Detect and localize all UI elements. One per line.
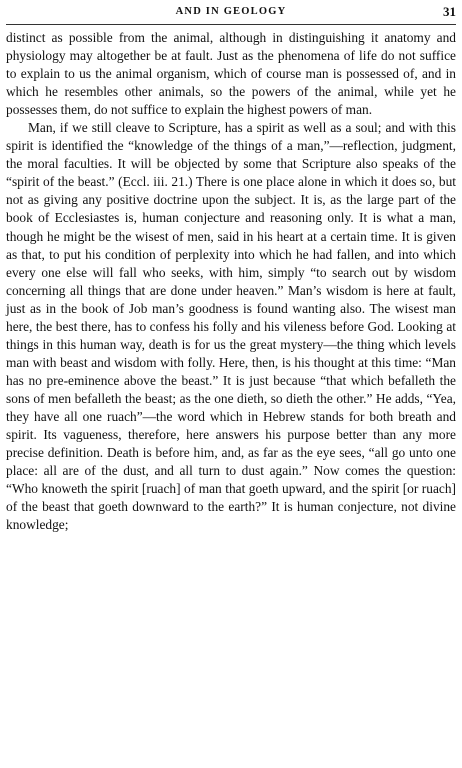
book-page xyxy=(6,4,456,764)
running-head xyxy=(6,4,456,25)
paragraph-2: Man, if we still cleave to Scripture, has a spirit as well as a soul; and with this spirit is identified the “knowledge of the things of a man,”—reflection, judgment, the moral faculties. It will be objected by some that Scripture also speaks of the “spirit of the beast.” (Eccl. iii. 21.) There is one place alone in which it does so, but not as giving any positive doctrine upon the subject. It is, as the large part of the book of Ecclesiastes is, human conjecture and reasoning only. It is what a man, though he might be the wisest of men, said in his heart at a certain time. It is given as that, to put his condition of perplexity into which he had fallen, and into which every one else will fall who seeks, with him, simply “to search out by wisdom concerning all things that are done under heaven.” Man’s wisdom is here at fault, just as in the book of Job man’s goodness is found wanting also. The wisest man here, the best there, has to confess his folly and his vileness before God. Looking at things in this human way, death is for us the great mystery—the thing which levels man with beast and wisdom with folly. Here, then, is his thought at this time: “Man has no pre-eminence above the beast.” It is just because “that which befalleth the sons of men befalleth the beast; as the one dieth, so dieth the other.” He adds, “Yea, they have all one ruach”—the word which in Hebrew stands for both breath and spirit. Its vagueness, therefore, here answers his purpose better than any more precise definition. Death is before him, and, as far as the eye sees, “all go unto one place: all are of the dust, and all turn to dust again.” Now comes the question: “Who knoweth the spirit [ruach] of man that goeth upward, and the spirit [or ruach] of the beast that goeth downward to the earth?” It is human conjecture, not divine knowledge; xyxy=(6,120,456,533)
running-title: AND IN GEOLOGY xyxy=(175,6,287,17)
body-text xyxy=(6,29,456,534)
paragraph-1: distinct as possible from the animal, although in distinguishing it anatomy and physiology may altogether be at fault. Just as the phenomena of life do not suffice to explain to us the animal organism, which of course man is possessed of, and in which he resembles other animals, so the powers of the animal, while yet he possesses them, do not suffice to explain the highest powers of man. xyxy=(6,30,456,118)
page-number: 31 xyxy=(443,4,456,19)
